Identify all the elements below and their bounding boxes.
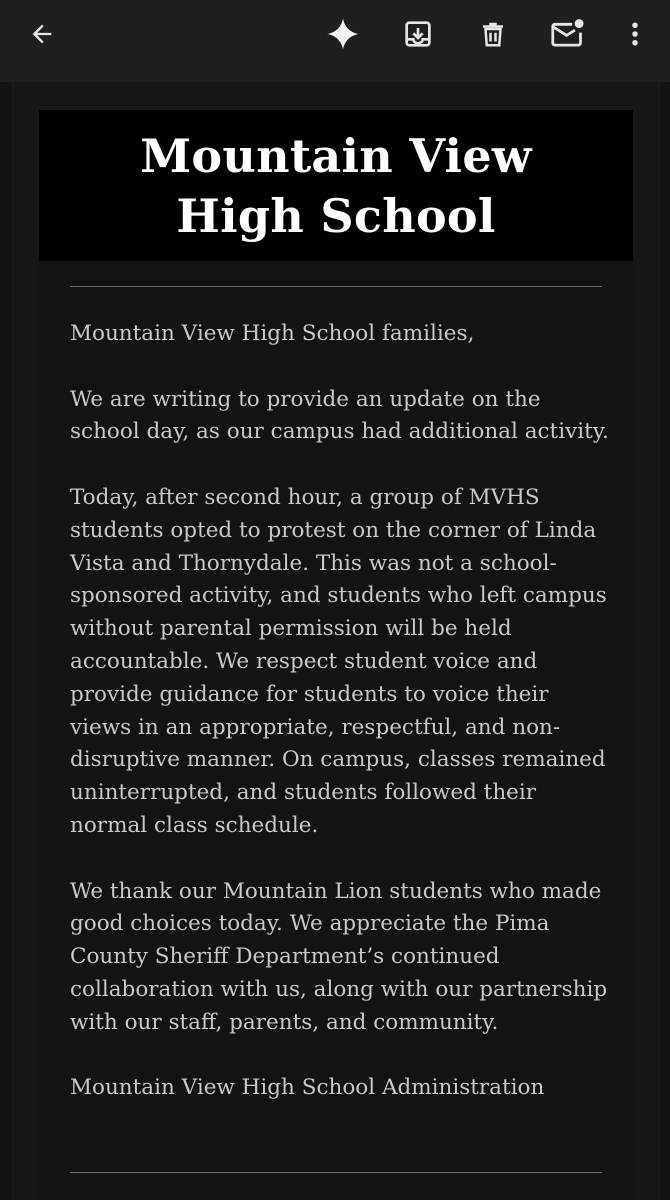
mark-unread-icon — [550, 16, 586, 52]
paragraph-thanks: We thank our Mountain Lion students who made good choices today. We appreciate the Pima County Sheriff Department’s continued collaboration with us, along with our partnership with our staff, parents, and community. — [70, 878, 608, 1035]
archive-button[interactable] — [398, 14, 438, 54]
sparkle-icon — [325, 16, 361, 52]
mark-unread-button[interactable] — [548, 14, 588, 54]
gemini-summary-button[interactable] — [323, 14, 363, 54]
delete-button[interactable] — [473, 14, 513, 54]
more-options-button[interactable] — [615, 14, 655, 54]
newsletter-masthead — [39, 110, 633, 261]
divider-bottom — [70, 1172, 602, 1173]
signature: Mountain View High School Administration — [70, 1075, 545, 1101]
trash-icon — [478, 19, 508, 49]
paragraph-update: We are writing to provide an update on the school day, as our campus had additional activity. — [70, 386, 609, 445]
divider-top — [70, 286, 602, 287]
school-name-heading: Mountain View High School — [140, 128, 532, 243]
paragraph-protest: Today, after second hour, a group of MVHS students opted to protest on the corner of Linda Vista and Thornydale. This was not a school-sponsored activity, and students who left campus without parental permission will be held accountable. We respect student voice and provide guidance for students to voice their views in an appropriate, respectful, and non-disruptive manner. On campus, classes remained uninterrupted, and students followed their normal class schedule. — [70, 484, 607, 838]
arrow-left-icon — [28, 20, 56, 48]
back-button[interactable] — [22, 14, 62, 54]
more-vert-icon — [620, 19, 650, 49]
greeting: Mountain View High School families, — [70, 321, 475, 346]
email-body-card — [39, 110, 633, 1200]
email-viewer[interactable] — [12, 82, 660, 1200]
top-app-bar — [0, 0, 670, 82]
email-message — [70, 318, 615, 1138]
archive-icon — [402, 18, 434, 50]
